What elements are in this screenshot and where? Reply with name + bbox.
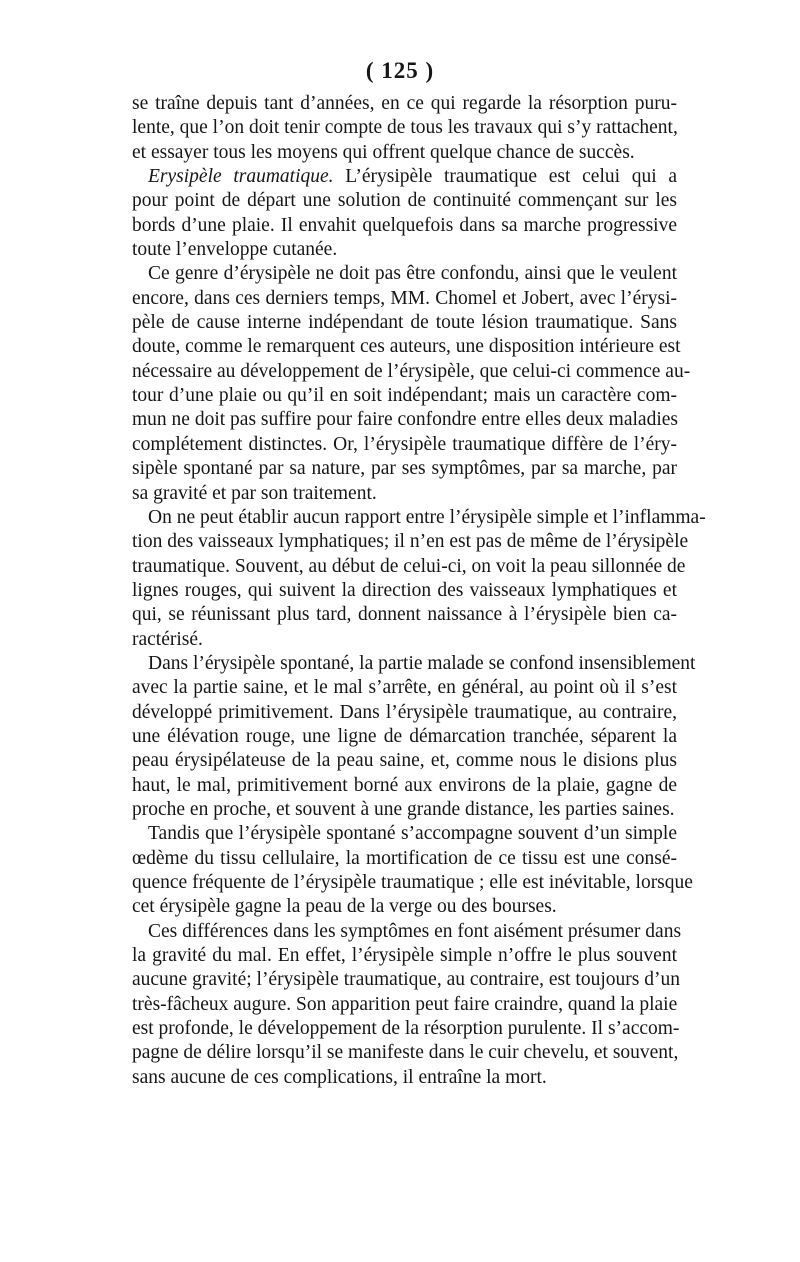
text-line: la gravité du mal. En effet, l’érysipèle simple n’offre le plus souvent bbox=[132, 945, 677, 967]
text-line: une élévation rouge, une ligne de démarcation tranchée, séparent la bbox=[132, 725, 677, 747]
text-line: ractérisé. bbox=[132, 628, 203, 650]
text-line: qui, se réunissant plus tard, donnent naissance à l’érysipèle bien ca- bbox=[132, 604, 677, 626]
text-line: quence fréquente de l’érysipèle traumatique ; elle est inévitable, lorsque bbox=[132, 872, 693, 893]
text-line: proche en proche, et souvent à une grande distance, les parties saines. bbox=[132, 798, 675, 820]
text-line: traumatique. Souvent, au début de celui-ci, on voit la peau sillonnée de bbox=[132, 555, 686, 577]
text-line: sans aucune de ces complications, il entraîne la mort. bbox=[132, 1066, 547, 1088]
text-line: bords d’une plaie. Il envahit quelquefois dans sa marche progressive bbox=[132, 214, 677, 236]
text-line: haut, le mal, primitivement borné aux environs de la plaie, gagne de bbox=[132, 774, 677, 796]
body-text bbox=[132, 92, 706, 1090]
text-line: cet érysipèle gagne la peau de la verge ou des bourses. bbox=[132, 896, 557, 918]
text-line: très-fâcheux augure. Son apparition peut faire craindre, quand la plaie bbox=[132, 993, 678, 1015]
text-line: Ces différences dans les symptômes en font aisément présumer dans bbox=[148, 920, 682, 942]
paragraph-5 bbox=[132, 652, 696, 822]
text-line: est profonde, le développement de la résorption purulente. Il s’accom- bbox=[132, 1018, 680, 1040]
text-line: développé primitivement. Dans l’érysipèle traumatique, au contraire, bbox=[132, 701, 677, 723]
text-line: se traîne depuis tant d’années, en ce qui regarde la résorption puru- bbox=[132, 93, 677, 114]
paragraph-6 bbox=[132, 822, 693, 919]
text-line: lignes rouges, qui suivent la direction des vaisseaux lymphatiques et bbox=[132, 579, 677, 601]
text-line: Tandis que l’érysipèle spontané s’accompagne souvent d’un simple bbox=[148, 823, 677, 845]
text-line: Dans l’érysipèle spontané, la partie malade se confond insensiblement bbox=[148, 652, 696, 674]
text-line: peau érysipélateuse de la peau saine, et, comme nous le disions plus bbox=[132, 750, 677, 772]
text-line: aucune gravité; l’érysipèle traumatique, au contraire, est toujours d’un bbox=[132, 969, 680, 991]
text-line: et essayer tous les moyens qui offrent quelque chance de succès. bbox=[132, 141, 635, 163]
text-line: tour d’une plaie ou qu’il en soit indépendant; mais un caractère com- bbox=[132, 385, 677, 407]
text-line: Ce genre d’érysipèle ne doit pas être confondu, ainsi que le veulent bbox=[148, 263, 677, 285]
text-line: On ne peut établir aucun rapport entre l’érysipèle simple et l’inflamma- bbox=[148, 506, 706, 528]
text-line: pèle de cause interne indépendant de toute lésion traumatique. Sans bbox=[132, 312, 677, 334]
text-line: sa gravité et par son traitement. bbox=[132, 482, 377, 504]
text-line: toute l’enveloppe cutanée. bbox=[132, 239, 338, 261]
page-number: ( 125 ) bbox=[365, 58, 435, 83]
section-heading: Erysipèle traumatique. bbox=[148, 166, 334, 188]
text-line: doute, comme le remarquent ces auteurs, une disposition intérieure est bbox=[132, 336, 681, 358]
text-line: complétement distinctes. Or, l’érysipèle traumatique diffère de l’éry- bbox=[132, 433, 677, 455]
heading-line-rest: L’érysipèle traumatique est celui qui a bbox=[333, 166, 677, 188]
text-line: sipèle spontané par sa nature, par ses symptômes, par sa marche, par bbox=[132, 458, 677, 480]
text-line: pagne de délire lorsqu’il se manifeste dans le cuir chevelu, et souvent, bbox=[132, 1042, 679, 1064]
paragraph-1 bbox=[132, 92, 677, 165]
paragraph-3 bbox=[132, 262, 691, 505]
text-line: tion des vaisseaux lymphatiques; il n’en est pas de même de l’érysipèle bbox=[132, 531, 689, 553]
paragraph-7 bbox=[132, 920, 682, 1090]
text-line: pour point de départ une solution de continuité commençant sur les bbox=[132, 190, 677, 212]
paragraph-2 bbox=[132, 165, 677, 262]
text-line: avec la partie saine, et le mal s’arrête, en général, au point où il s’est bbox=[132, 677, 677, 699]
text-line: mun ne doit pas suffire pour faire confondre entre elles deux maladies bbox=[132, 409, 678, 431]
text-line: nécessaire au développement de l’érysipèle, que celui-ci commence au- bbox=[132, 360, 691, 382]
text-line: œdème du tissu cellulaire, la mortification de ce tissu est une consé- bbox=[132, 847, 677, 869]
text-line bbox=[132, 165, 677, 189]
text-line: encore, dans ces derniers temps, MM. Chomel et Jobert, avec l’érysi- bbox=[132, 287, 677, 309]
text-line: lente, que l’on doit tenir compte de tous les travaux qui s’y rattachent, bbox=[132, 117, 678, 139]
paragraph-4 bbox=[132, 506, 706, 652]
